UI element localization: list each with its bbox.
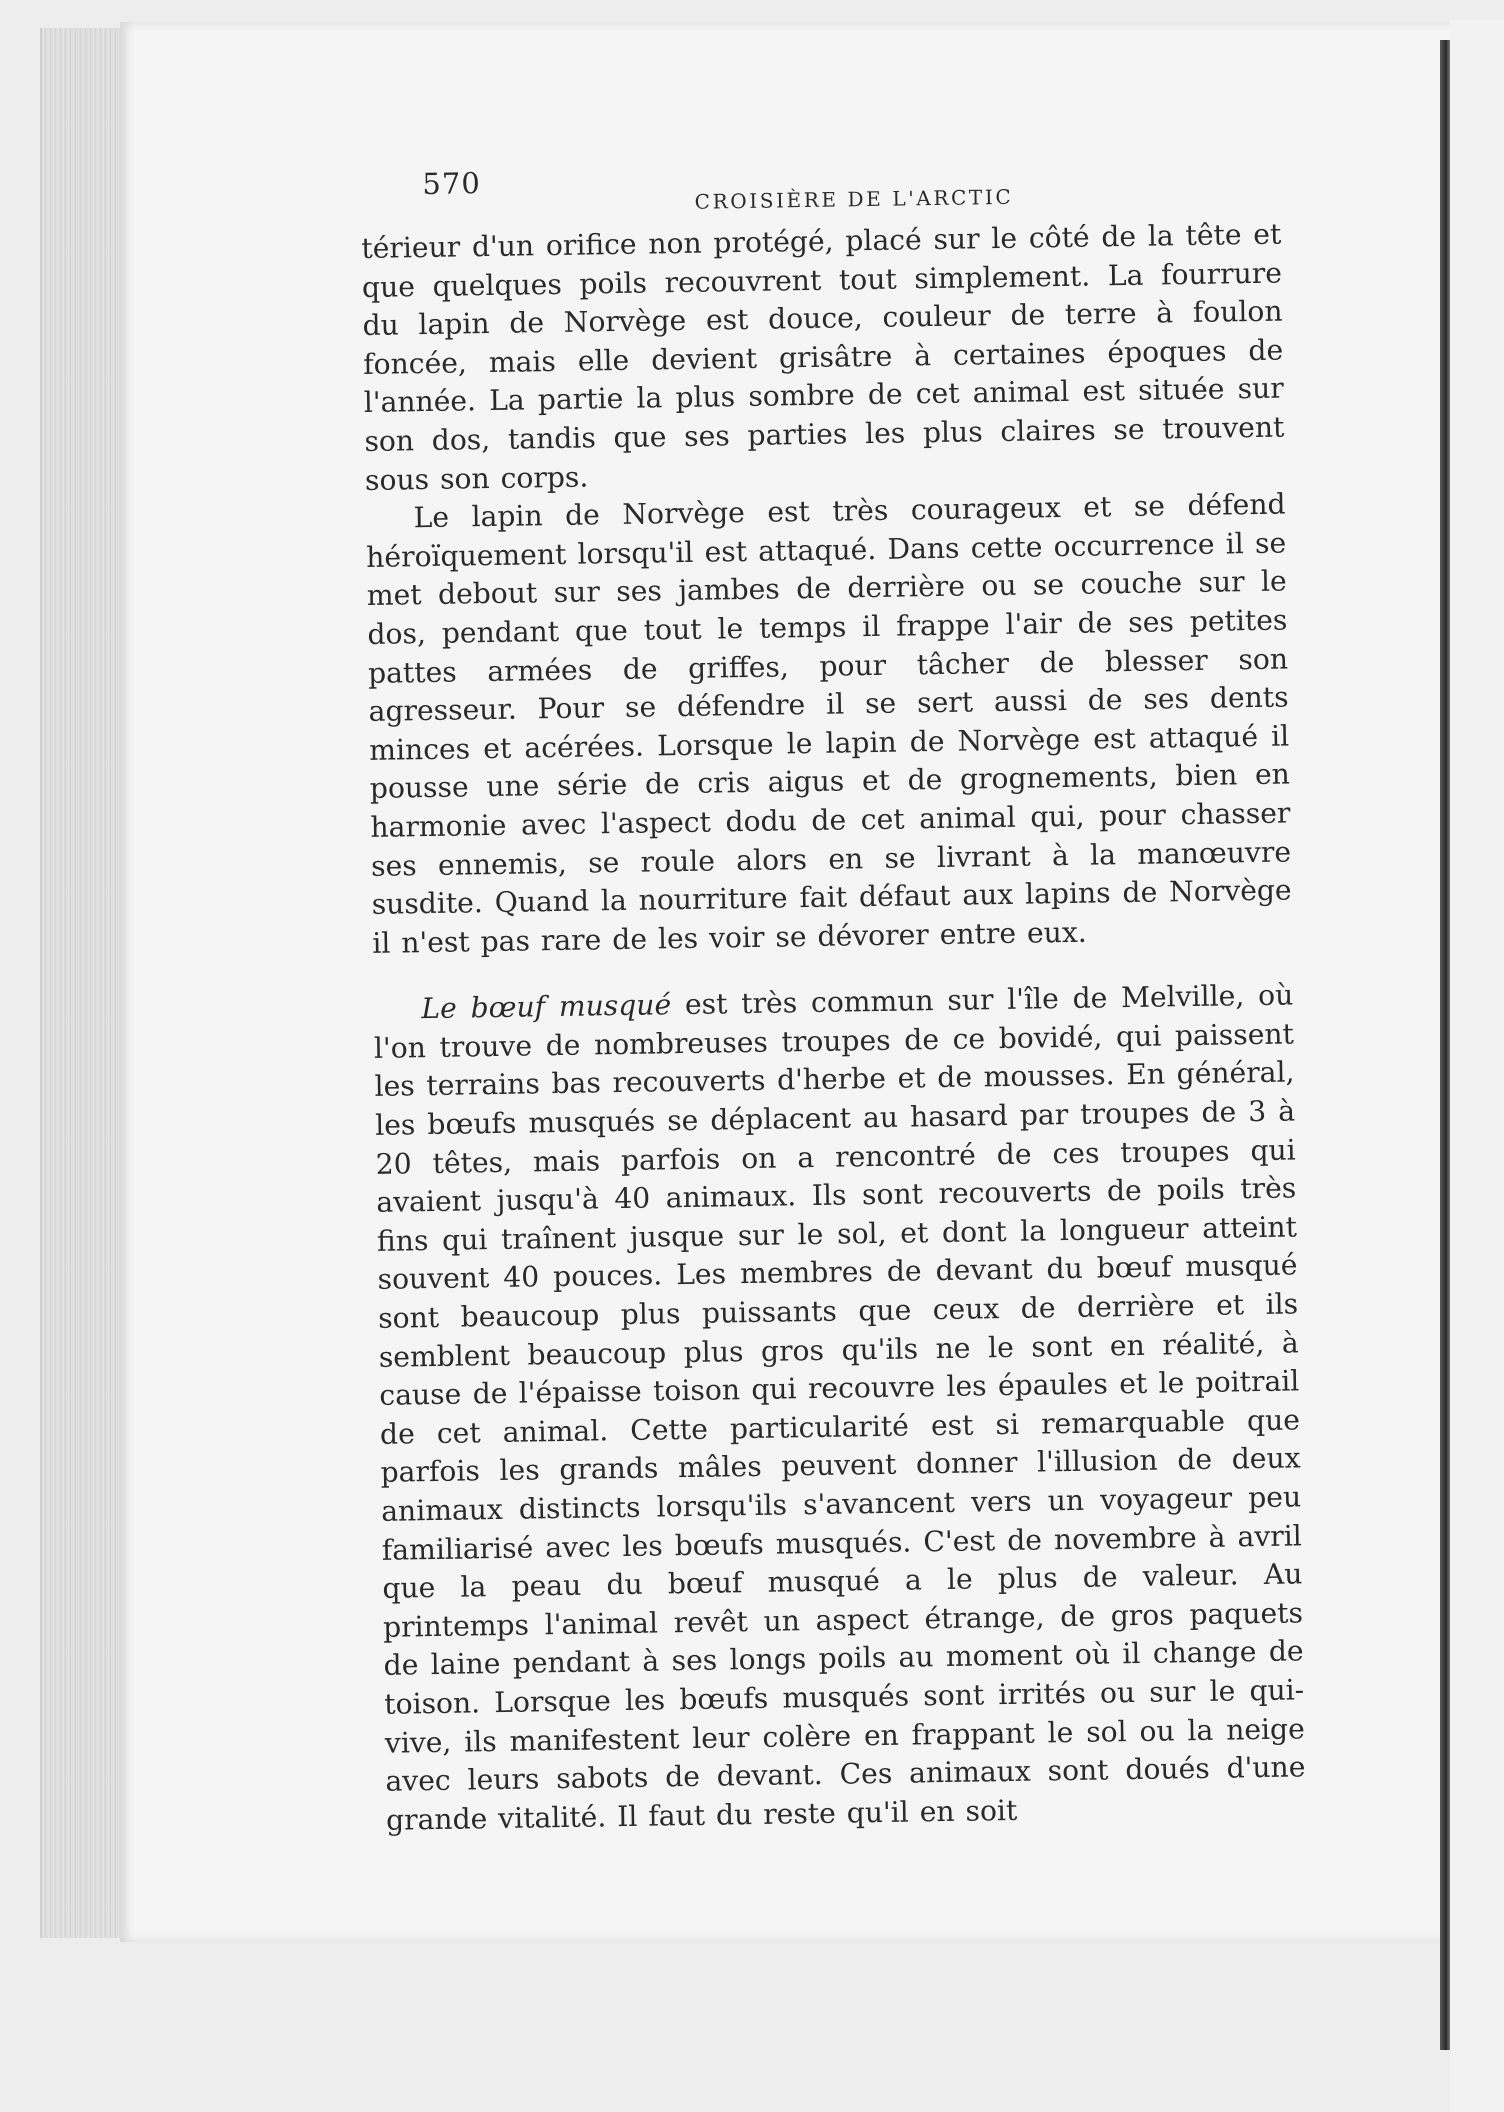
binding-shadow — [1440, 40, 1450, 2050]
paragraph — [373, 977, 1306, 1840]
paragraph — [361, 216, 1285, 501]
page-content — [360, 146, 1306, 1841]
running-title: CROISIÈRE DE L'ARCTIC — [694, 184, 1014, 214]
page-number: 570 — [422, 166, 482, 202]
right-margin — [1450, 20, 1504, 2112]
paragraph-text: est très commun sur l'île de Melville, où l'on trouve de nombreuses troupes de ce bovidé, qui paissent les terrains bas recouverts d'herbe et de mousses. En général, les bœufs musqués se déplacent au hasard par troupes de 3 à 20 têtes, mais parfois on a rencontré de ces troupes qui avaient jusqu'à 40 animaux. Ils sont recouverts de poils très fins qui traînent jusque sur le sol, et dont la longueur atteint souvent 40 pouces. Les membres de devant du bœuf musqué sont beaucoup plus puissants que ceux de derrière et ils semblent beaucoup plus gros qu'ils ne le sont en réalité, à cause de l'épaisse toison qui recouvre les épaules et le poitrail de cet animal. Cette particularité est si remarquable que parfois les grands mâles peuvent donner l'illusion de deux animaux distincts lorsqu'ils s'avancent vers un voyageur peu familiarisé avec les bœufs musqués. C'est de novembre à avril que la peau du bœuf musqué a le plus de valeur. Au printemps l'animal revêt un aspect étrange, de gros paquets de laine pendant à ses longs poils au moment où il change de toison. Lorsque les bœufs musqués sont irrités ou sur le qui-vive, ils manifestent leur colère en frappant le sol ou la neige avec leurs sabots de devant. Ces animaux sont doués d'une grande vitalité. Il faut du reste qu'il en soit — [373, 978, 1306, 1837]
paragraph-text: Le lapin de Norvège est très courageux et se défend héroïquement lorsqu'il est attaqué. Dans cette occurrence il se met debout sur ses jambes de derrière ou se couche sur le dos, pendant que tout le temps il frappe l'air de ses petites pattes armées de griffes, pour tâcher de blesser son agresseur. Pour se défendre il se sert aussi de ses dents minces et acérées. Lorsque le lapin de Norvège est attaqué il pousse une série de cris aigus et de grognements, bien en harmonie avec l'aspect dodu de cet animal qui, pour chasser ses ennemis, se roule alors en se livrant à la manœuvre susdite. Quand la nourriture fait défaut aux lapins de Norvège il n'est pas rare de les voir se dévorer entre eux. — [365, 487, 1292, 960]
body-text — [361, 216, 1306, 1841]
paragraph-italic-lead: Le bœuf musqué — [421, 988, 672, 1026]
paragraph-text: térieur d'un orifice non protégé, placé sur le côté de la tête et que quelques poils recouvrent tout simplement. La fourrure du lapin de Norvège est douce, couleur de terre à foulon foncée, mais elle devient grisâtre à certaines époques de l'année. La partie la plus sombre de cet animal est située sur son dos, tandis que ses parties les plus claires se trouvent sous son corps. — [361, 217, 1285, 497]
running-head — [360, 146, 1281, 230]
paragraph — [365, 486, 1292, 964]
